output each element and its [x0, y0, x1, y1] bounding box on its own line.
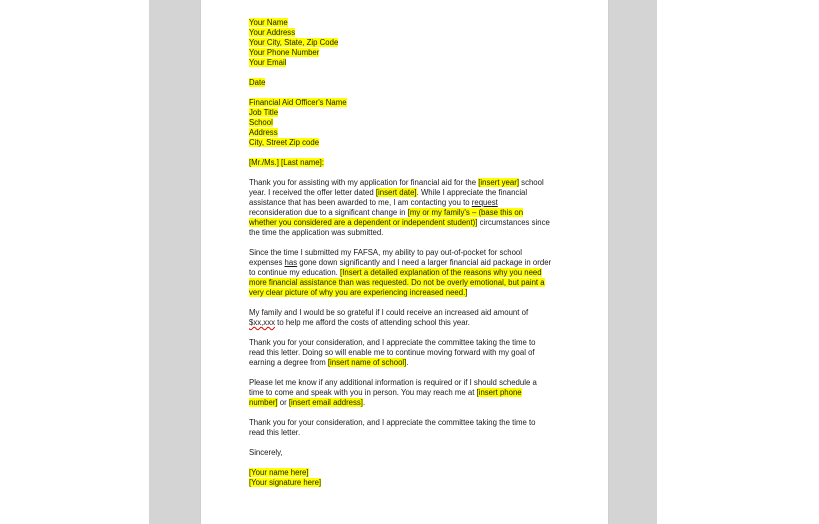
underlined-word-has: has	[284, 258, 298, 267]
text-run: Thank you for assisting with my application for financial aid for the	[249, 178, 479, 187]
text-run: the time the application was submitted.	[249, 228, 384, 237]
placeholder-family-status-cont: whether you considered are a dependent or independent student)]	[249, 218, 478, 227]
closing: Sincerely,	[249, 448, 283, 457]
document-workspace-right	[608, 0, 657, 524]
placeholder-phone-cont: number]	[249, 398, 278, 407]
document-workspace-left	[149, 0, 201, 524]
text-run: assistance that has been awarded to me, I am contacting you to	[249, 198, 472, 207]
placeholder-explanation-end: very clear picture of why you are experiencing increased need.]	[249, 288, 468, 297]
placeholder-phone: [insert phone	[476, 388, 522, 397]
text-run: read this letter. Doing so will enable me to continue moving forward with my goal of	[249, 348, 535, 357]
letter-date: Date	[249, 78, 266, 87]
sender-email: Your Email	[249, 58, 287, 67]
placeholder-your-signature: [Your signature here]	[249, 478, 322, 487]
salutation: [Mr./Ms.] [Last name]:	[249, 158, 324, 167]
date-block	[249, 78, 564, 88]
placeholder-family-status: [my or my family's – (base this on	[407, 208, 524, 217]
placeholder-insert-year: [insert year]	[478, 178, 519, 187]
text-run: or	[277, 398, 289, 407]
text-run: Please let me know if any additional information is required or if I should schedule a	[249, 378, 537, 387]
text-run: gone down significantly and I need a larger financial aid package in order	[297, 258, 552, 267]
paragraph-2	[249, 248, 564, 298]
text-run: Thank you for your consideration, and I appreciate the committee taking the time to	[249, 338, 536, 347]
sender-name: Your Name	[249, 18, 288, 27]
sender-address: Your Address	[249, 28, 296, 37]
text-run: year. I received the offer letter dated	[249, 188, 376, 197]
text-run: read this letter.	[249, 428, 301, 437]
recipient-address: Address	[249, 128, 278, 137]
paragraph-1	[249, 178, 564, 238]
sender-block	[249, 18, 564, 68]
placeholder-explanation: [Insert a detailed explanation of the reasons why you need	[340, 268, 542, 277]
placeholder-aid-amount: $xx,xxx	[249, 318, 275, 327]
right-background	[657, 0, 819, 524]
text-run: to continue my education.	[249, 268, 341, 277]
text-run: circumstances since	[477, 218, 550, 227]
paragraph-3	[249, 308, 564, 328]
document-page[interactable]	[201, 0, 608, 524]
placeholder-school-name: [insert name of school]	[327, 358, 407, 367]
recipient-job-title: Job Title	[249, 108, 279, 117]
text-run: school	[519, 178, 544, 187]
letter-body[interactable]	[249, 18, 564, 498]
placeholder-insert-date: [insert date]	[375, 188, 417, 197]
paragraph-4	[249, 338, 564, 368]
recipient-officer-name: Financial Aid Officer's Name	[249, 98, 347, 107]
paragraph-6	[249, 418, 564, 438]
text-run: .	[362, 398, 366, 407]
signature-block	[249, 468, 564, 488]
recipient-city: City, Street Zip code	[249, 138, 320, 147]
text-run: reconsideration due to a significant change in	[249, 208, 408, 217]
placeholder-explanation-cont: more financial assistance than was requested. Do not be overly emotional, but paint a	[249, 278, 545, 287]
text-run: . While I appreciate the financial	[416, 188, 528, 197]
text-run: earning a degree from	[249, 358, 328, 367]
text-run: Thank you for your consideration, and I appreciate the committee taking the time to	[249, 418, 536, 427]
sender-city: Your City, State, Zip Code	[249, 38, 339, 47]
recipient-school: School	[249, 118, 273, 127]
closing-block	[249, 448, 564, 458]
text-run: to help me afford the costs of attending school this year.	[275, 318, 470, 327]
text-run: expenses	[249, 258, 285, 267]
text-run: time to come and speak with you in person. You may reach me at	[249, 388, 477, 397]
placeholder-your-name: [Your name here]	[249, 468, 309, 477]
text-run: .	[406, 358, 409, 367]
paragraph-5	[249, 378, 564, 408]
underlined-word-request: request	[471, 198, 498, 207]
salutation-block	[249, 158, 564, 168]
text-run: My family and I would be so grateful if I could receive an increased aid amount of	[249, 308, 529, 317]
placeholder-email: [insert email address]	[288, 398, 363, 407]
recipient-block	[249, 98, 564, 148]
sender-phone: Your Phone Number	[249, 48, 320, 57]
left-background	[0, 0, 149, 524]
text-run: Since the time I submitted my FAFSA, my ability to pay out-of-pocket for school	[249, 248, 523, 257]
